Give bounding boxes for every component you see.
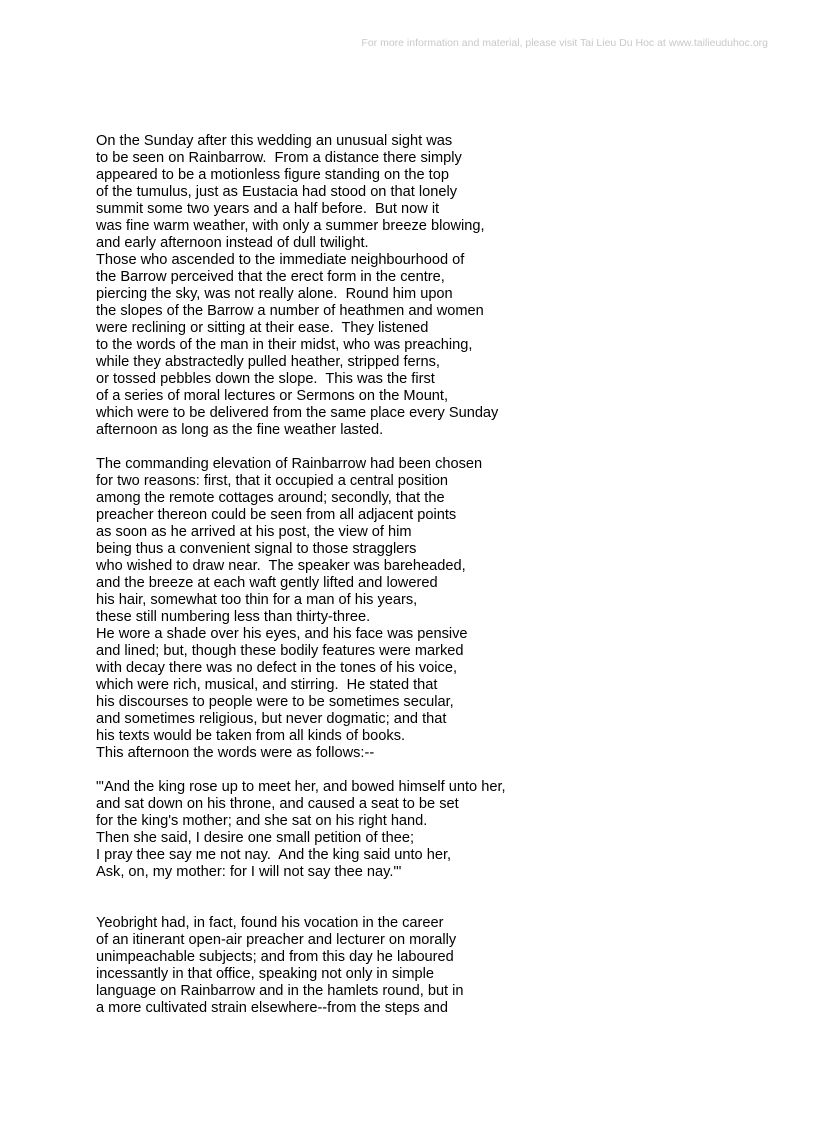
text-line: and sometimes religious, but never dogmatic; and that xyxy=(96,711,447,727)
text-line: Those who ascended to the immediate neighbourhood of xyxy=(96,252,465,268)
text-line: his hair, somewhat too thin for a man of his years, xyxy=(96,592,418,608)
text-line: among the remote cottages around; secondly, that the xyxy=(96,490,445,506)
text-line: preacher thereon could be seen from all adjacent points xyxy=(96,507,457,523)
text-line: these still numbering less than thirty-three. xyxy=(96,609,371,625)
text-line: of the tumulus, just as Eustacia had stood on that lonely xyxy=(96,184,458,200)
text-line: incessantly in that office, speaking not only in simple xyxy=(96,966,435,982)
text-line: and lined; but, though these bodily features were marked xyxy=(96,643,464,659)
text-line: He wore a shade over his eyes, and his face was pensive xyxy=(96,626,468,642)
text-line: The commanding elevation of Rainbarrow had been chosen xyxy=(96,456,483,472)
text-line: being thus a convenient signal to those stragglers xyxy=(96,541,417,557)
text-line: piercing the sky, was not really alone. Round him upon xyxy=(96,286,453,302)
text-line: of an itinerant open-air preacher and lecturer on morally xyxy=(96,932,457,948)
paragraph-2 xyxy=(96,456,776,762)
text-line: summit some two years and a half before. But now it xyxy=(96,201,440,217)
text-line: who wished to draw near. The speaker was bareheaded, xyxy=(96,558,466,574)
text-line: I pray thee say me not nay. And the king said unto her, xyxy=(96,847,452,863)
text-line: with decay there was no defect in the tones of his voice, xyxy=(96,660,457,676)
document-body xyxy=(96,133,776,1017)
text-line: and early afternoon instead of dull twilight. xyxy=(96,235,369,251)
text-line: which were rich, musical, and stirring. He stated that xyxy=(96,677,438,693)
text-line: his texts would be taken from all kinds of books. xyxy=(96,728,406,744)
text-line: the slopes of the Barrow a number of heathmen and women xyxy=(96,303,484,319)
text-line: Yeobright had, in fact, found his vocation in the career xyxy=(96,915,444,931)
text-line: Then she said, I desire one small petition of thee; xyxy=(96,830,415,846)
text-line: "'And the king rose up to meet her, and bowed himself unto her, xyxy=(96,779,506,795)
text-line: to the words of the man in their midst, who was preaching, xyxy=(96,337,473,353)
text-line: unimpeachable subjects; and from this day he laboured xyxy=(96,949,454,965)
text-line: was fine warm weather, with only a summer breeze blowing, xyxy=(96,218,485,234)
text-line: and the breeze at each waft gently lifted and lowered xyxy=(96,575,438,591)
text-line: of a series of moral lectures or Sermons on the Mount, xyxy=(96,388,449,404)
text-line: a more cultivated strain elsewhere--from the steps and xyxy=(96,1000,449,1016)
paragraph-4 xyxy=(96,915,776,1017)
text-line: afternoon as long as the fine weather lasted. xyxy=(96,422,384,438)
text-line: language on Rainbarrow and in the hamlets round, but in xyxy=(96,983,464,999)
text-line: his discourses to people were to be sometimes secular, xyxy=(96,694,454,710)
text-line: appeared to be a motionless figure standing on the top xyxy=(96,167,449,183)
text-line: the Barrow perceived that the erect form in the centre, xyxy=(96,269,445,285)
text-line: while they abstractedly pulled heather, stripped ferns, xyxy=(96,354,440,370)
text-line: as soon as he arrived at his post, the view of him xyxy=(96,524,412,540)
text-line: Ask, on, my mother: for I will not say thee nay.'" xyxy=(96,864,402,880)
text-line: This afternoon the words were as follows:-- xyxy=(96,745,375,761)
paragraph-1 xyxy=(96,133,776,439)
page-header-watermark: For more information and material, please visit Tai Lieu Du Hoc at www.tailieuduhoc.org xyxy=(361,37,768,49)
quotation-paragraph xyxy=(96,779,776,881)
text-line: for two reasons: first, that it occupied a central position xyxy=(96,473,449,489)
text-line: to be seen on Rainbarrow. From a distance there simply xyxy=(96,150,462,166)
text-line: were reclining or sitting at their ease. They listened xyxy=(96,320,429,336)
text-line: and sat down on his throne, and caused a seat to be set xyxy=(96,796,459,812)
text-line: On the Sunday after this wedding an unusual sight was xyxy=(96,133,453,149)
text-line: or tossed pebbles down the slope. This was the first xyxy=(96,371,435,387)
text-line: which were to be delivered from the same place every Sunday xyxy=(96,405,499,421)
text-line: for the king's mother; and she sat on his right hand. xyxy=(96,813,428,829)
